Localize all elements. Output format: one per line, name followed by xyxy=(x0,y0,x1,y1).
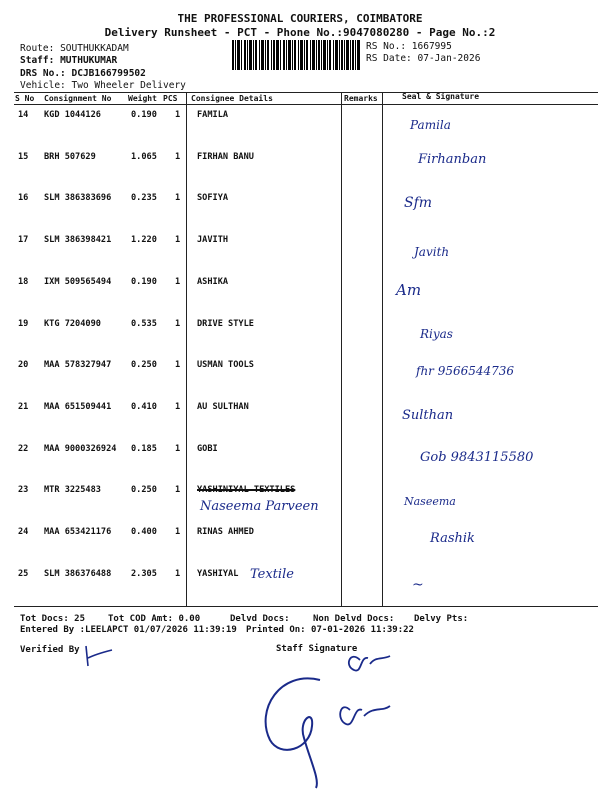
row-consignment-no: SLM 386383696 xyxy=(44,193,112,204)
row-consignee: RINAS AHMED xyxy=(197,527,254,537)
col-divider-consignee xyxy=(186,92,187,606)
rs-date-line xyxy=(366,53,480,64)
route-label: Route: xyxy=(20,43,55,54)
row-weight: 0.185 xyxy=(131,443,157,454)
table-top-border xyxy=(14,92,598,93)
staff-label: Staff: xyxy=(20,55,55,66)
row-sno: 20 xyxy=(18,360,29,371)
col-header-pcs: PCS xyxy=(163,94,178,103)
table-bottom-border xyxy=(14,606,598,607)
row-weight: 0.400 xyxy=(131,527,157,537)
row-weight: 0.410 xyxy=(131,401,157,412)
footer-verified-by: Verified By xyxy=(20,645,80,655)
row-signature: Rashik xyxy=(430,531,475,546)
row-pcs: 1 xyxy=(175,193,181,204)
row-consignee: USMAN TOOLS xyxy=(197,360,254,371)
col-divider-signature xyxy=(382,92,383,606)
row-signature: fhr 9566544736 xyxy=(416,364,515,379)
row-pcs: 1 xyxy=(175,360,181,371)
footer-entered-by: Entered By :LEELAPCT 01/07/2026 11:39:19 xyxy=(20,625,237,635)
row-pcs: 1 xyxy=(175,401,181,412)
company-title: THE PROFESSIONAL COURIERS, COIMBATORE xyxy=(177,12,423,25)
row-consignee: AU SULTHAN xyxy=(197,401,249,412)
rs-date-value: 07-Jan-2026 xyxy=(417,53,481,64)
row-consignee: YASHIYAL xyxy=(197,568,239,579)
row-consignee: ASHIKA xyxy=(197,276,229,287)
row-consignee: FIRHAN BANU xyxy=(197,151,254,162)
col-header-sno: S No xyxy=(15,94,35,103)
row-consignee: FAMILA xyxy=(197,110,229,120)
row-consignment-no: MAA 9000326924 xyxy=(44,443,117,454)
row-consignee: SOFIYA xyxy=(197,193,229,204)
col-divider-remarks xyxy=(341,92,342,606)
rs-no-value: 1667995 xyxy=(411,41,452,52)
row-pcs: 1 xyxy=(175,235,181,246)
row-sno: 23 xyxy=(18,485,29,496)
row-consignment-no: KTG 7204090 xyxy=(44,318,101,329)
verified-by-signature-mark xyxy=(82,644,122,668)
route-value: SOUTHUKKADAM xyxy=(60,43,129,54)
row-pcs: 1 xyxy=(175,485,181,496)
footer-non-delvd-docs: Non Delvd Docs: xyxy=(313,614,395,624)
col-header-consignee: Consignee Details xyxy=(191,94,273,103)
row-sno: 16 xyxy=(18,193,29,204)
row-weight: 2.305 xyxy=(131,568,157,579)
staff-signature-mark xyxy=(250,640,410,790)
row-consignment-no: SLM 386376488 xyxy=(44,568,112,579)
footer-tot-cod: Tot COD Amt: 0.00 xyxy=(108,614,201,624)
row-weight: 0.235 xyxy=(131,193,157,204)
vehicle-line xyxy=(20,80,186,91)
row-weight: 0.250 xyxy=(131,485,157,496)
route-line xyxy=(20,43,129,54)
row-pcs: 1 xyxy=(175,151,181,162)
row-weight: 1.220 xyxy=(131,235,157,246)
row-sno: 19 xyxy=(18,318,29,329)
col-header-signature: Seal & Signature xyxy=(402,92,480,101)
row-signature: Pamila xyxy=(410,118,451,132)
row-consignee: DRIVE STYLE xyxy=(197,318,254,329)
drs-line xyxy=(20,68,146,79)
vehicle-value: Two Wheeler Delivery xyxy=(71,80,186,91)
drs-value: DCJB166799502 xyxy=(71,68,146,79)
runsheet-subtitle: Delivery Runsheet - PCT - Phone No.:9047080280 - Page No.:2 xyxy=(104,26,496,39)
vehicle-label: Vehicle: xyxy=(20,80,66,91)
row-consignee: GOBI xyxy=(197,443,218,454)
row-signature: Javith xyxy=(414,245,450,260)
row-consignment-no: MTR 3225483 xyxy=(44,485,101,496)
row-sno: 18 xyxy=(18,276,29,287)
row-pcs: 1 xyxy=(175,568,181,579)
col-header-weight: Weight xyxy=(128,94,157,103)
row-consignee-handwritten-note: Textile xyxy=(250,566,294,582)
row-sno: 21 xyxy=(18,401,29,412)
row-signature: Am xyxy=(396,280,422,299)
row-consignment-no: MAA 578327947 xyxy=(44,360,112,371)
row-signature: Gob 9843115580 xyxy=(420,449,534,465)
row-consignment-no: IXM 509565494 xyxy=(44,276,112,287)
row-sno: 17 xyxy=(18,235,29,246)
row-consignment-no: MAA 651509441 xyxy=(44,401,112,412)
row-sno: 15 xyxy=(18,151,29,162)
col-header-remarks: Remarks xyxy=(344,94,378,103)
row-pcs: 1 xyxy=(175,110,181,120)
footer-staff-signature: Staff Signature xyxy=(276,644,358,654)
rs-no-line xyxy=(366,41,452,52)
row-sno: 14 xyxy=(18,110,29,120)
footer-printed-on: Printed On: 07-01-2026 11:39:22 xyxy=(246,625,414,635)
row-signature: Sulthan xyxy=(402,407,454,423)
row-signature: Sfm xyxy=(404,195,433,212)
staff-value: MUTHUKUMAR xyxy=(60,55,118,66)
row-signature: Riyas xyxy=(420,326,453,341)
row-sno: 22 xyxy=(18,443,29,454)
row-consignment-no: BRH 507629 xyxy=(44,151,96,162)
row-consignment-no: SLM 386398421 xyxy=(44,235,112,246)
row-weight: 0.250 xyxy=(131,360,157,371)
row-pcs: 1 xyxy=(175,276,181,287)
footer-tot-docs: Tot Docs: 25 xyxy=(20,614,86,624)
row-weight: 1.065 xyxy=(131,151,157,162)
row-sno: 24 xyxy=(18,527,29,537)
row-pcs: 1 xyxy=(175,318,181,329)
footer-delvd-docs: Delvd Docs: xyxy=(230,614,290,624)
row-weight: 0.190 xyxy=(131,110,157,120)
row-weight: 0.190 xyxy=(131,276,157,287)
row-signature: ~ xyxy=(412,576,424,593)
row-consignment-no: KGD 1044126 xyxy=(44,110,101,120)
row-consignee: JAVITH xyxy=(197,235,229,246)
barcode-image xyxy=(232,40,360,70)
row-consignee-handwritten-note: Naseema Parveen xyxy=(200,499,319,515)
rs-no-label: RS No.: xyxy=(366,41,407,52)
staff-line xyxy=(20,55,117,66)
footer-delvy-pts: Delvy Pts: xyxy=(414,614,469,624)
row-pcs: 1 xyxy=(175,443,181,454)
table-header-border xyxy=(14,104,598,105)
drs-label: DRS No.: xyxy=(20,68,66,79)
row-consignee: YASHINIYAL TEXTILES xyxy=(197,485,296,496)
col-header-consignment: Consignment No xyxy=(44,94,112,103)
row-pcs: 1 xyxy=(175,527,181,537)
row-sno: 25 xyxy=(18,568,29,579)
row-signature: Firhanban xyxy=(418,151,487,167)
row-signature: Naseema xyxy=(404,495,456,509)
row-consignment-no: MAA 653421176 xyxy=(44,527,112,537)
rs-date-label: RS Date: xyxy=(366,53,412,64)
row-weight: 0.535 xyxy=(131,318,157,329)
